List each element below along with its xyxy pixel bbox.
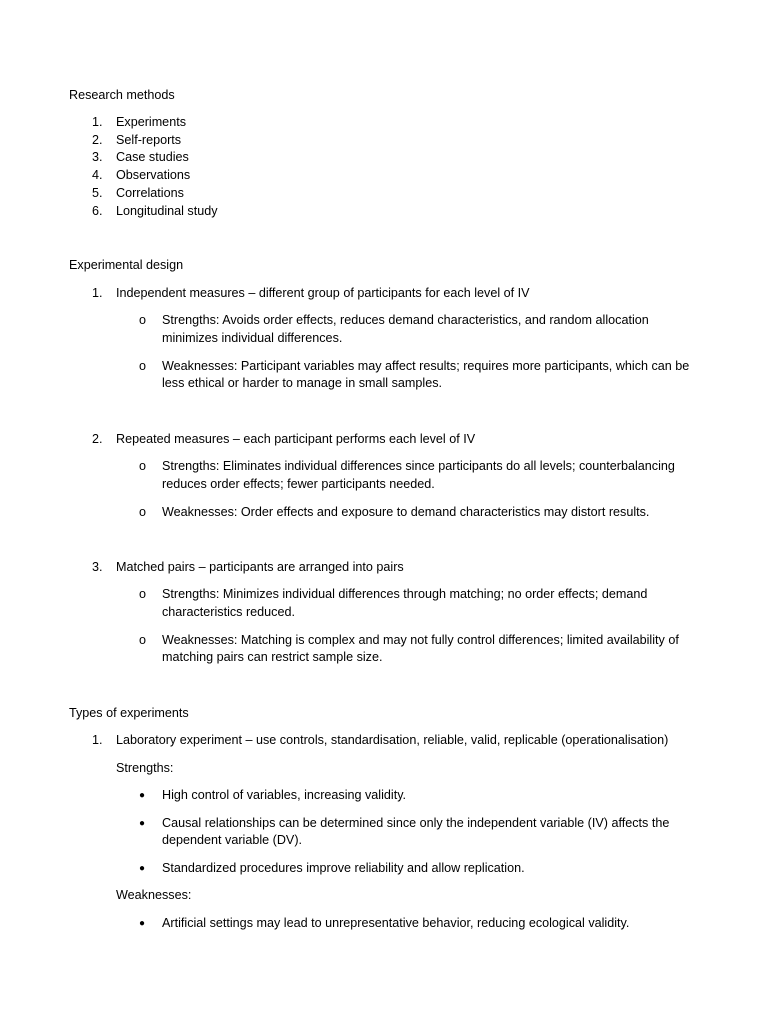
weaknesses-label: Weaknesses: xyxy=(116,888,192,902)
weaknesses-text: Weaknesses: Participant variables may affect results; requires more participants, which can be less ethical or harder to manage in small samples. xyxy=(162,358,690,391)
strengths-text: Strengths: Minimizes individual differences through matching; no order effects; demand characteristics reduced. xyxy=(162,587,648,619)
circle-bullet-icon: o xyxy=(139,459,147,473)
circle-bullet-icon: o xyxy=(139,504,147,519)
weaknesses-text: Weaknesses: Order effects and exposure to demand characteristics may distort results. xyxy=(162,504,650,519)
bullet-icon: ● xyxy=(139,862,146,874)
circle-bullet-icon: o xyxy=(139,358,147,373)
circle-bullet-icon: o xyxy=(139,313,147,327)
strengths-text: Strengths: Eliminates individual differences since participants do all levels; counterbalancing reduces order effects; fewer participants needed. xyxy=(162,459,675,491)
document-page: Research methods 1. Experiments 2. Self-reports 3. Case studies 4. Observations 5. Correlations 6. Longitudinal study Experimental design 1. Independent measures – different group of participants for each level of IV o Strengths: Avoids order effects, reduces demand characteristics, and random allocation minimizes individual differences. o Weaknesses: Participant variables may affect results; requires more participants, which can be less ethical or harder to manage in small samples. 2. Repeated measures – each participant performs each level of IV o Strengths: Eliminates individual differences since participants do all levels; counterbalancing reduces order effects; fewer participants needed. o Weaknesses: Order effects and exposure to demand characteristics may distort results. 3. Matched pairs – participants are arranged into pairs o Strengths: Minimizes individual differences through matching; no order effects; demand characteristics reduced. o Weaknesses: Matching is complex and may not fully control differences; limited availability of matching pairs can restrict sample size. Types of experiments 1. Laboratory experiment – use controls, standardisation, reliable, valid, replicable (operationalisation) Strengths: ● High control of variables, increasing validity. ● Causal relationships can be determined since only the independent variable (IV) affects the dependent variable (DV). ● Standardized procedures improve reliability and allow replication. Weaknesses: ● Artificial settings may lead to unrepresentative behavior, reducing ecological validity. xyxy=(0,0,768,1024)
research-methods-heading: Research methods xyxy=(69,88,175,102)
weaknesses-text: Weaknesses: Matching is complex and may not fully control differences; limited availability of matching pairs can restrict sample size. xyxy=(162,632,679,665)
circle-bullet-icon: o xyxy=(139,587,147,601)
experimental-design-heading: Experimental design xyxy=(69,258,184,272)
strengths-text: Strengths: Avoids order effects, reduces demand characteristics, and random allocation minimizes individual differences. xyxy=(162,313,649,345)
bullet-icon: ● xyxy=(139,817,146,829)
types-of-experiments-heading: Types of experiments xyxy=(69,706,189,720)
bullet-icon: ● xyxy=(139,790,146,801)
strengths-label: Strengths: xyxy=(116,760,174,775)
bullet-icon: ● xyxy=(139,917,146,929)
circle-bullet-icon: o xyxy=(139,632,147,647)
